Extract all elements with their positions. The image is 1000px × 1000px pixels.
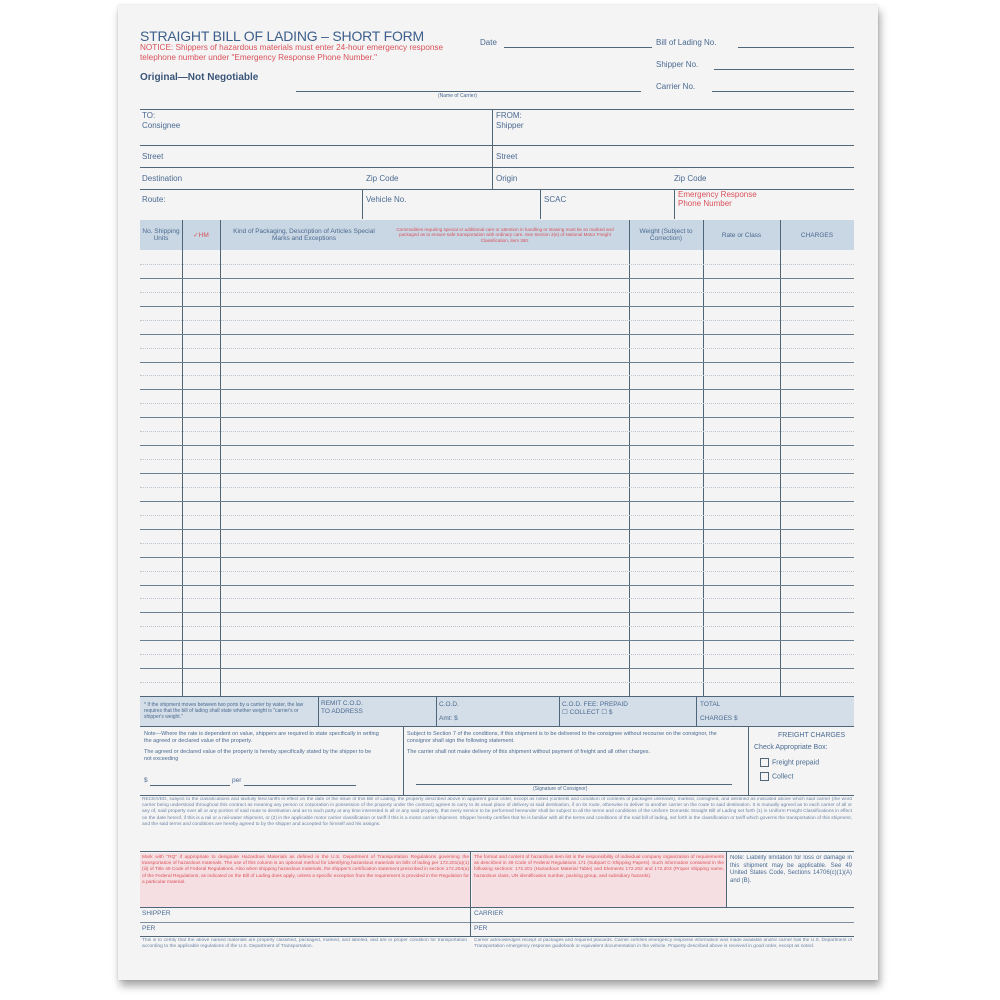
divider [748,726,749,796]
declared-value-dollar: $ [144,777,148,784]
header-rate: Rate or Class [721,231,762,239]
header-commodities-note: Commodities requiring special or additional care or attention in handling or stowing must be so marked and packaged as to ensure safe transportation with ordinary care. See Section 2(e) of National Motor Freight Classification, item 360. [396,226,614,243]
per-label: per [232,777,242,784]
table-row-guide [140,292,854,293]
to-label: TO: [142,111,156,120]
table-row[interactable] [140,529,854,530]
freight-collect-label: Collect [772,773,794,781]
table-row-guide [140,375,854,376]
bill-of-lading-no-label: Bill of Lading No. [656,38,717,47]
table-row[interactable] [140,278,854,279]
divider [726,851,727,907]
table-row-guide [140,403,854,404]
destination-label: Destination [142,174,183,183]
consignee-label: Consignee [142,121,181,130]
table-row-guide [140,543,854,544]
declared-value-field[interactable] [150,785,230,786]
table-row-guide [140,515,854,516]
carrier-per-field[interactable] [494,924,850,935]
from-label: FROM: [496,111,522,120]
table-row-guide [140,571,854,572]
consignee-field[interactable] [188,113,488,143]
shipper-certification: This is to certify that the above named materials are properly classified, packaged, marked, and labeled, and are in proper condition for transportation according to the applicable regulations of the U.S. Department of Transportation. [142,938,467,950]
liability-limitation-note: Note: Liability limitation for loss or damage in this shipment may be applicable. See 49 United States Code, Sections 14706(c)(1)(A) and (B). [730,855,852,884]
table-row-guide [140,459,854,460]
form-title: STRAIGHT BILL OF LADING – SHORT FORM [140,28,425,44]
carrier-name-caption: (Name of Carrier) [438,93,477,99]
divider [436,696,437,726]
table-row-guide [140,348,854,349]
street-label-shipper: Street [496,152,518,161]
table-row[interactable] [140,473,854,474]
header-units: No. Shipping Units [142,228,180,242]
divider [540,189,541,219]
route-label: Route: [142,195,166,204]
divider [470,851,471,907]
shipper-no-label: Shipper No. [656,60,699,69]
divider [140,109,854,110]
freight-prepaid-checkbox[interactable] [760,758,769,767]
consignor-signature-caption: (Signature of Consignor) [533,786,588,792]
divider [140,696,854,697]
divider [403,726,404,796]
divider [140,922,854,923]
freight-prepaid-option[interactable] [760,758,819,767]
table-row[interactable] [140,389,854,390]
shipper-per-field[interactable] [163,924,463,935]
section7-delivery-text: The carrier shall not make delivery of this shipment without payment of freight and all other charges. [407,749,651,755]
divider [140,726,854,727]
shipper-street-field[interactable] [528,148,848,165]
declared-value-statement: The agreed or declared value of the property is hereby specifically stated by the shipper to be not exceeding [144,749,372,762]
received-terms: RECEIVED, subject to the classifications and lawfully filed tariffs in effect on the date of the issue of this Bill of Lading, the property described above in apparent good order, except as noted (contents and condition of contents of packages unknown), marked, consigned, and destined as indicated above which said carrier (the word carrier being understood throughout this contract as meaning any person or corporation in possession of the property under the contract) agrees to carry to its usual place of delivery at said destination, if on its route, otherwise to deliver to another carrier on the route to said destination. It is mutually agreed as to each carrier of all or any of, said property over all or any portion of said route to destination and as to each party at any time interested in all or any said property, that every service to be performed hereunder shall be subject to all the terms and conditions of the Uniform Domestic Straight Bill of Lading set forth (1) in Uniform Freight Classifications in effect on the date hereof, if this is a rail or a rail-water shipment, or (2) in the applicable motor carrier classification or tariff if this is a motor carrier shipment. Shipper hereby certifies that he is familiar with all the terms and conditions of the said bill of lading, set forth in the classification or tariff which governs the transportation of this shipment, and the said terms and conditions are hereby agreed to by the shipper and accepted for himself and his assigns. [142,797,852,827]
divider [559,696,560,726]
freight-collect-checkbox[interactable] [760,772,769,781]
carrier-signature-field[interactable] [510,909,850,921]
section7-text: Subject to Section 7 of the conditions, if this shipment is to be delivered to the consignee without recourse on the consignor, the consignor shall sign the following statement. [407,731,717,744]
total-charges-label: CHARGES $ [700,715,738,722]
table-row[interactable] [140,557,854,558]
divider [362,189,363,219]
table-row-guide [140,487,854,488]
hazmat-format-note: The format and content of hazardous item list is the responsibility of individual company organization of requirements as described in 49 Code of Federal Regulations 171 (Subpart C-Shipping Papers). Such information contained in the following sections: 172.201 (Hazardous Material Table) and Elements 172.202 and 172.203 (Proper shipping name, hazardous class, UN identification number, packing group, and subsidiary hazards). [472,853,726,907]
carrier-no-field[interactable] [712,91,854,92]
hazmat-notice: NOTICE: Shippers of hazardous materials must enter 24-hour emergency response telephone number under "Emergency Response Phone Number." [140,43,444,62]
table-row-guide [140,682,854,683]
table-row[interactable] [140,501,854,502]
carrier-certification: Carrier acknowledges receipt of packages and required placards. Carrier certifies emergency response information was made available and/or carrier has the U.S. Department of Transportation emergency response guidebook or equivalent documentation in the vehicle. Property described above is received in good order, except as noted. [474,938,852,950]
carrier-signature-label: CARRIER [474,910,504,917]
shipper-signature-field[interactable] [178,909,463,921]
shipper-field[interactable] [538,113,848,143]
weight-liability-note: * If the shipment moves between two ports by a carrier by water, the law requires that the bill of lading shall state whether weight is "carrier's or shipper's weight." [144,702,304,720]
divider [696,696,697,726]
table-row-guide [140,264,854,265]
consignee-street-field[interactable] [178,148,488,165]
divider [140,907,854,908]
date-field[interactable] [504,47,652,48]
table-row[interactable] [140,334,854,335]
bill-of-lading-no-field[interactable] [738,47,854,48]
divider [140,795,854,796]
divider [140,851,854,852]
remit-cod-label: REMIT C.O.D. TO ADDRESS [321,700,363,715]
shipper-signature-label: SHIPPER [142,910,171,917]
table-row[interactable] [140,306,854,307]
declared-value-note: Note—Where the rate is dependent on value, shippers are required to state specifically in writing the agreed or declared value of the property. [144,731,379,744]
divider [318,696,319,726]
freight-prepaid-label: Freight prepaid [772,759,820,767]
consignor-signature-field[interactable] [416,784,732,785]
table-row-guide [140,654,854,655]
cod-fee-label: C.O.D. FEE: PREPAID ☐ COLLECT ☐ $ [562,701,628,716]
divider [140,145,854,146]
table-row[interactable] [140,668,854,669]
divider [140,167,854,168]
cod-amount-label: Amt: $ [439,715,458,722]
table-row[interactable] [140,362,854,363]
scac-label: SCAC [544,195,567,204]
cod-label: C.O.D. [439,701,459,708]
bill-of-lading-sheet [118,5,878,980]
table-row[interactable] [140,640,854,641]
divider [140,936,854,937]
table-row[interactable] [140,417,854,418]
zip-label-shipper: Zip Code [674,174,707,183]
date-label: Date [480,38,497,47]
table-row[interactable] [140,585,854,586]
table-row[interactable] [140,445,854,446]
shipper-no-field[interactable] [714,69,854,70]
origin-label: Origin [496,174,518,183]
table-row-guide [140,626,854,627]
shipper-per-label: PER [142,925,156,932]
freight-charges-title: FREIGHT CHARGES [778,732,846,739]
original-not-negotiable: Original—Not Negotiable [140,72,259,83]
header-charges: CHARGES [800,231,834,239]
table-row-guide [140,598,854,599]
divider [674,189,675,219]
shipper-label: Shipper [496,121,524,130]
table-row-guide [140,320,854,321]
header-hm: ✓HM [193,231,209,239]
carrier-no-label: Carrier No. [656,82,696,91]
total-label: TOTAL [700,701,721,708]
header-weight: Weight (Subject to Correction) [639,228,693,242]
divider [470,907,471,937]
freight-charges-subtitle: Check Appropriate Box: [754,744,828,751]
street-label-consignee: Street [142,152,164,161]
table-row-guide [140,431,854,432]
per-field[interactable] [244,785,356,786]
zip-label-consignee: Zip Code [366,174,399,183]
carrier-per-label: PER [474,925,488,932]
vehicle-no-label: Vehicle No. [366,195,407,204]
hazmat-marking-note: Mark with "RQ" if appropriate to designate Hazardous Materials as defined in the U.S. Department of Transportation Regulations governing the transportation of hazardous materials. The use of this column is an optional method for identifying hazardous materials on bills of lading per 172.201(a)(1)(iii) of Title 49 Code of Federal Regulations. Also when shipping hazardous materials, the shipper's certification statement prescribed in section 172.204(a) of the Federal Regulations, as indicated on the Bill of Lading does apply, unless a specific exception from the requirement is provided in the Regulation for a particular material. [140,853,471,907]
emergency-phone-label: Emergency Response Phone Number [678,190,757,208]
table-row[interactable] [140,612,854,613]
carrier-name-field[interactable] [296,91,641,92]
freight-collect-option[interactable] [760,772,793,781]
divider [492,109,493,189]
header-description: Kind of Packaging, Description of Articles Special Marks and Exceptions [233,228,375,242]
